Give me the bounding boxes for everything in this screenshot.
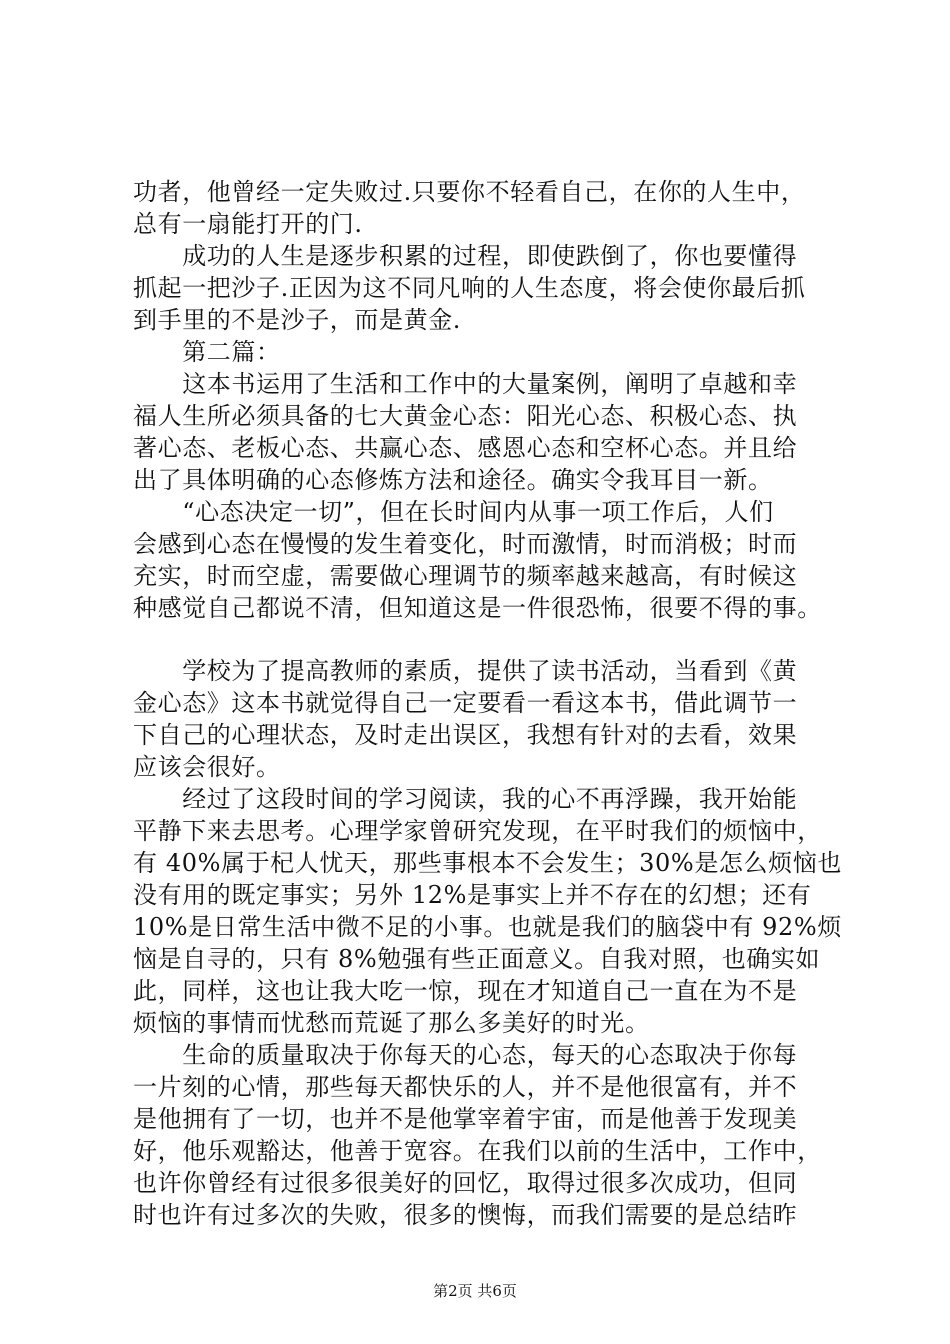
paragraph <box>133 368 833 496</box>
text-line: “心态决定一切”，但在长时间内从事一项工作后，人们 <box>133 498 774 526</box>
text-line: 总有一扇能打开的门. <box>133 210 363 238</box>
text-line: 第二篇： <box>133 338 281 366</box>
text-line: 金心态》这本书就觉得自己一定要看一看这本书，借此调节一 <box>133 689 798 717</box>
text-line: 这本书运用了生活和工作中的大量案例，阐明了卓越和幸 <box>133 370 798 398</box>
text-line: 著心态、老板心态、共赢心态、感恩心态和空杯心态。并且给 <box>133 434 798 462</box>
blank-line <box>133 624 833 655</box>
paragraph <box>133 1039 833 1231</box>
text-line: 时也许有过多次的失败，很多的懊悔，而我们需要的是总结昨 <box>133 1201 798 1229</box>
text-line: 会感到心态在慢慢的发生着变化，时而激情，时而消极；时而 <box>133 530 798 558</box>
text-line: 福人生所必须具备的七大黄金心态：阳光心态、积极心态、执 <box>133 402 798 430</box>
text-line: 到手里的不是沙子，而是黄金. <box>133 306 462 334</box>
paragraph <box>133 655 833 783</box>
text-line: 是他拥有了一切，也并不是他掌宰着宇宙，而是他善于发现美 <box>133 1105 798 1133</box>
text-line: 好，他乐观豁达，他善于宽容。在我们以前的生活中，工作中， <box>133 1137 822 1165</box>
text-line: 10%是日常生活中微不足的小事。也就是我们的脑袋中有 92%烦 <box>133 913 842 941</box>
text-line: 恼是自寻的，只有 8%勉强有些正面意义。自我对照，也确实如 <box>133 945 821 973</box>
text-line: 应该会很好。 <box>133 753 281 781</box>
paragraph <box>133 496 833 624</box>
paragraph <box>133 176 833 240</box>
text-line: 成功的人生是逐步积累的过程，即使跌倒了，你也要懂得 <box>133 242 798 270</box>
paragraph <box>133 783 842 1039</box>
text-line: 没有用的既定事实；另外 12%是事实上并不存在的幻想；还有 <box>133 881 812 909</box>
page-number-footer: 第2页 共6页 <box>433 1282 517 1300</box>
text-line: 出了具体明确的心态修炼方法和途径。确实令我耳目一新。 <box>133 466 773 494</box>
text-line: 下自己的心理状态，及时走出误区，我想有针对的去看，效果 <box>133 721 798 749</box>
text-line: 此，同样，这也让我大吃一惊，现在才知道自己一直在为不是 <box>133 977 798 1005</box>
text-line: 平静下来去思考。心理学家曾研究发现，在平时我们的烦恼中， <box>133 817 822 845</box>
text-line: 充实，时而空虚，需要做心理调节的频率越来越高，有时候这 <box>133 562 798 590</box>
text-line: 也许你曾经有过很多很美好的回忆，取得过很多次成功，但同 <box>133 1169 798 1197</box>
paragraph <box>133 240 833 336</box>
text-line: 功者，他曾经一定失败过.只要你不轻看自己，在你的人生中， <box>133 178 806 206</box>
text-line: 经过了这段时间的学习阅读，我的心不再浮躁，我开始能 <box>133 785 798 813</box>
text-line: 种感觉自己都说不清，但知道这是一件很恐怖，很要不得的事。 <box>133 594 822 622</box>
text-line: 抓起一把沙子.正因为这不同凡响的人生态度，将会使你最后抓 <box>133 274 806 302</box>
text-line: 学校为了提高教师的素质，提供了读书活动，当看到《黄 <box>133 657 798 685</box>
text-line: 有 40%属于杞人忧天，那些事根本不会发生；30%是怎么烦恼也 <box>133 849 842 877</box>
text-line: 烦恼的事情而忧愁而荒诞了那么多美好的时光。 <box>133 1009 650 1037</box>
document-body <box>133 176 842 1231</box>
text-line: 一片刻的心情，那些每天都快乐的人，并不是他很富有，并不 <box>133 1073 798 1101</box>
section-heading <box>133 336 833 368</box>
text-line: 生命的质量取决于你每天的心态，每天的心态取决于你每 <box>133 1041 798 1069</box>
